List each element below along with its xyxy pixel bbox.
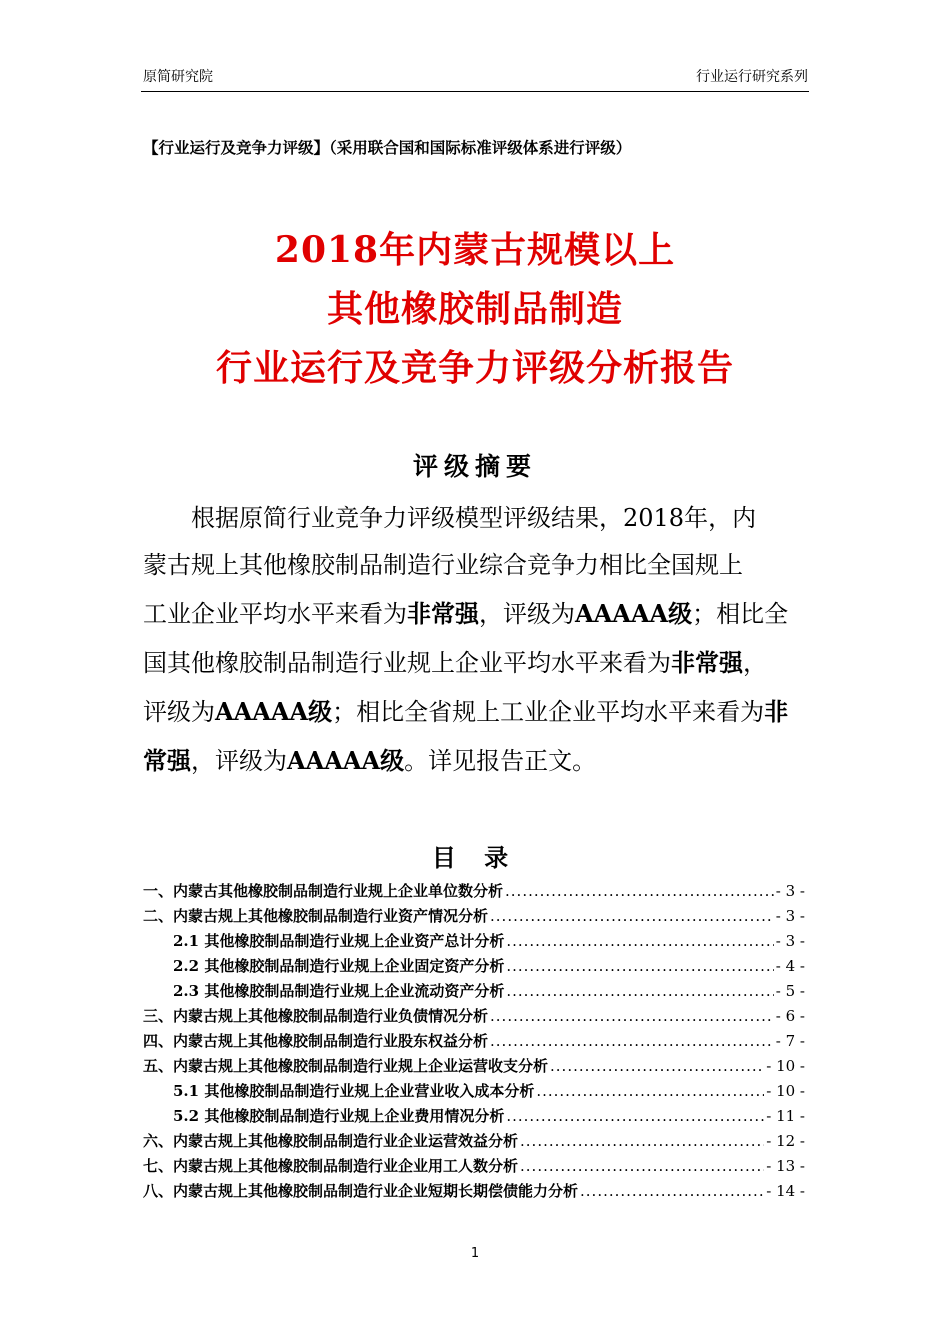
toc-item-page: - 11 - xyxy=(766,1107,805,1125)
summary-line-5-text: 评级为 xyxy=(143,698,215,726)
toc-item-title: 5.1 其他橡胶制品制造行业规上企业营业收入成本分析 xyxy=(173,1082,535,1100)
toc-item[interactable] xyxy=(173,930,805,954)
toc-item-title: 四、内蒙古规上其他橡胶制品制造行业股东权益分析 xyxy=(143,1032,489,1050)
rating-grade-province: AAAAA级 xyxy=(287,746,405,775)
toc-leader-dots xyxy=(550,1057,764,1075)
toc-leader-dots xyxy=(506,982,773,1000)
toc-item[interactable] xyxy=(173,955,805,979)
toc-item-page: - 10 - xyxy=(766,1057,805,1075)
summary-line-3-tail: ；相比全 xyxy=(692,600,789,628)
summary-line-1 xyxy=(143,498,756,533)
toc-item-page: - 12 - xyxy=(766,1132,805,1150)
toc-item-title: 一、内蒙古其他橡胶制品制造行业规上企业单位数分析 xyxy=(143,882,504,900)
toc-item-title: 八、内蒙古规上其他橡胶制品制造行业企业短期长期偿债能力分析 xyxy=(143,1182,579,1200)
report-tagline: 【行业运行及竞争力评级】（采用联合国和国际标准评级体系进行评级） xyxy=(143,138,632,157)
summary-line-3-text: 工业企业平均水平来看为 xyxy=(143,600,407,628)
toc-item[interactable] xyxy=(173,1105,805,1129)
summary-line-3-rating-label: ，评级为 xyxy=(479,600,575,628)
header-rule xyxy=(141,91,809,92)
toc-item[interactable] xyxy=(143,905,805,929)
summary-line-5-tail: ；相比全省规上工业企业平均水平来看为 xyxy=(332,698,765,726)
summary-line-4-text: 国其他橡胶制品制造行业规上企业平均水平来看为 xyxy=(143,649,671,677)
toc-item[interactable] xyxy=(143,1155,805,1179)
toc-leader-dots xyxy=(506,957,773,975)
toc-item-page: - 13 - xyxy=(766,1157,805,1175)
title-line-1: 2018年内蒙古规模以上 xyxy=(274,229,676,271)
toc-item-page: - 3 - xyxy=(775,907,805,925)
toc-leader-dots xyxy=(536,1082,764,1100)
title-line-2: 其他橡胶制品制造 xyxy=(326,288,623,330)
summary-line-6-rating-label: ，评级为 xyxy=(191,747,287,775)
summary-line-2 xyxy=(143,545,743,580)
toc-item-title: 三、内蒙古规上其他橡胶制品制造行业负债情况分析 xyxy=(143,1007,489,1025)
toc-item-title: 2.2 其他橡胶制品制造行业规上企业固定资产分析 xyxy=(173,957,505,975)
page-number: 1 xyxy=(470,1246,480,1261)
toc-leader-dots xyxy=(506,1107,764,1125)
toc-item[interactable] xyxy=(173,1080,805,1104)
header-right: 行业运行研究系列 xyxy=(696,69,808,85)
toc-item-page: - 6 - xyxy=(775,1007,805,1025)
toc-leader-dots xyxy=(506,932,773,950)
toc-item[interactable] xyxy=(143,1130,805,1154)
summary-line-2-text: 蒙古规上其他橡胶制品制造行业综合竞争力相比全国规上 xyxy=(143,551,743,579)
summary-line-6 xyxy=(143,741,596,776)
rating-strength-industry: 非常强 xyxy=(671,648,743,677)
toc-item-title: 2.3 其他橡胶制品制造行业规上企业流动资产分析 xyxy=(173,982,505,1000)
toc-item[interactable] xyxy=(143,1030,805,1054)
header-left: 原简研究院 xyxy=(143,69,213,85)
rating-strength-national: 非常强 xyxy=(407,599,479,628)
toc-item[interactable] xyxy=(143,1005,805,1029)
toc-leader-dots xyxy=(490,1032,774,1050)
summary-line-6-tail: 。详见报告正文。 xyxy=(404,747,597,775)
toc-item-title: 六、内蒙古规上其他橡胶制品制造行业企业运营效益分析 xyxy=(143,1132,519,1150)
toc-item-title: 2.1 其他橡胶制品制造行业规上企业资产总计分析 xyxy=(173,932,505,950)
toc-leader-dots xyxy=(580,1182,764,1200)
toc-leader-dots xyxy=(490,907,774,925)
toc-item-page: - 3 - xyxy=(775,932,805,950)
toc-item-title: 5.2 其他橡胶制品制造行业规上企业费用情况分析 xyxy=(173,1107,505,1125)
toc-item-title: 二、内蒙古规上其他橡胶制品制造行业资产情况分析 xyxy=(143,907,489,925)
rating-strength-province-end: 常强 xyxy=(143,746,191,775)
summary-line-3 xyxy=(143,594,788,629)
toc-leader-dots xyxy=(520,1157,764,1175)
toc-item[interactable] xyxy=(143,880,805,904)
summary-line-4 xyxy=(143,643,767,678)
summary-line-5 xyxy=(143,692,788,727)
toc-item-page: - 4 - xyxy=(775,957,805,975)
toc-heading: 目 录 xyxy=(431,844,519,872)
toc-item-page: - 5 - xyxy=(775,982,805,1000)
summary-heading: 评级摘要 xyxy=(412,452,537,481)
summary-line-1-text: 根据原简行业竞争力评级模型评级结果，2018年，内 xyxy=(143,504,757,532)
toc-item-title: 五、内蒙古规上其他橡胶制品制造行业规上企业运营收支分析 xyxy=(143,1057,549,1075)
title-line-3: 行业运行及竞争力评级分析报告 xyxy=(215,347,734,389)
summary-line-4-tail: ， xyxy=(743,649,767,677)
toc-item-page: - 3 - xyxy=(775,882,805,900)
toc-item[interactable] xyxy=(143,1180,805,1204)
toc-item[interactable] xyxy=(173,980,805,1004)
rating-grade-national: AAAAA级 xyxy=(575,599,693,628)
toc-leader-dots xyxy=(520,1132,764,1150)
rating-strength-province-start: 非 xyxy=(764,697,789,726)
toc-leader-dots xyxy=(505,882,774,900)
toc-item-page: - 10 - xyxy=(766,1082,805,1100)
toc-item-title: 七、内蒙古规上其他橡胶制品制造行业企业用工人数分析 xyxy=(143,1157,519,1175)
toc-item-page: - 14 - xyxy=(766,1182,805,1200)
toc-item[interactable] xyxy=(143,1055,805,1079)
rating-grade-industry: AAAAA级 xyxy=(215,697,333,726)
toc-leader-dots xyxy=(490,1007,774,1025)
toc-item-page: - 7 - xyxy=(775,1032,805,1050)
